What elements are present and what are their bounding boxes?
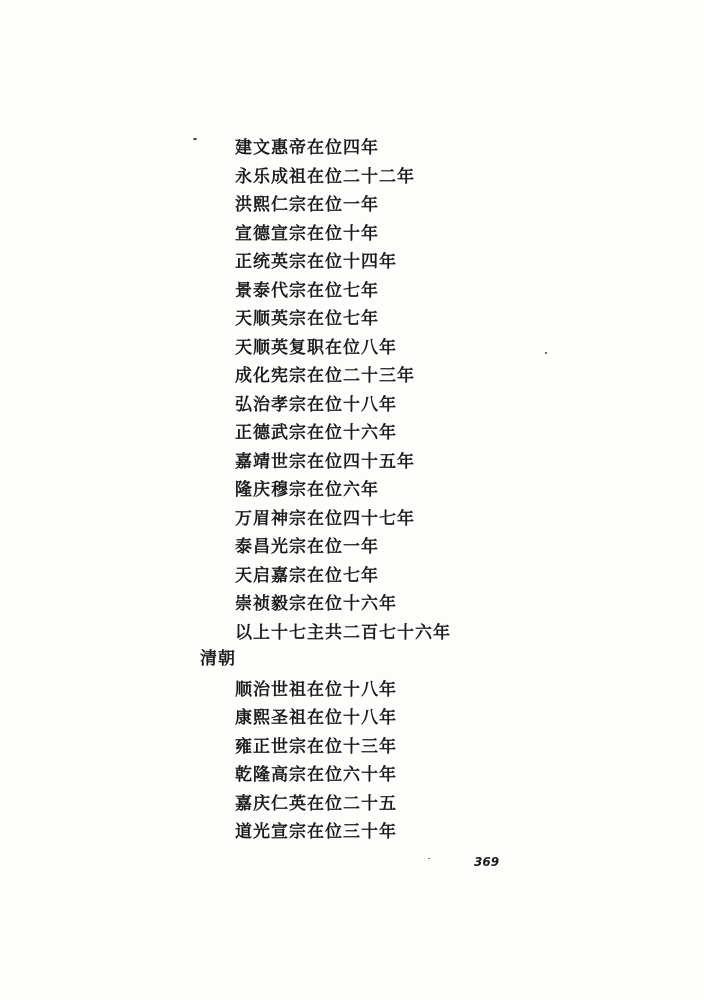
reign-entry-xuande: 宣德宣宗在位十年: [235, 224, 379, 244]
reign-entry-yongzheng: 雍正世宗在位十三年: [235, 737, 397, 757]
reign-entry-wanli: 万眉神宗在位四十七年: [235, 509, 415, 529]
reign-entry-jianwen: 建文惠帝在位四年: [235, 138, 379, 158]
reign-entry-hongxi: 洪熙仁宗在位一年: [235, 195, 379, 215]
scan-speck: [428, 858, 430, 859]
reign-entry-longqing: 隆庆穆宗在位六年: [235, 480, 379, 500]
reign-entry-qianlong: 乾隆高宗在位六十年: [235, 765, 397, 785]
reign-entry-zhengtong: 正统英宗在位十四年: [235, 252, 397, 272]
reign-entry-tianqi: 天启嘉宗在位七年: [235, 566, 379, 586]
reign-entry-shunzhi: 顺治世祖在位十八年: [235, 680, 397, 700]
reign-entry-jingtai: 景泰代宗在位七年: [235, 281, 379, 301]
reign-entry-daoguang: 道光宣宗在位三十年: [235, 822, 397, 842]
ming-summary: 以上十七主共二百七十六年: [235, 623, 451, 643]
reign-entry-yongle: 永乐成祖在位二十二年: [235, 167, 415, 187]
reign-entry-taichang: 泰昌光宗在位一年: [235, 537, 379, 557]
reign-entry-kangxi: 康熙圣祖在位十八年: [235, 708, 397, 728]
reign-entry-tianshun-restored: 天顺英复职在位八年: [235, 338, 397, 358]
scan-speck: [193, 138, 197, 140]
qing-heading: 清朝: [200, 649, 236, 669]
reign-entry-chenghua: 成化宪宗在位二十三年: [235, 366, 415, 386]
scan-speck: [545, 352, 547, 354]
reign-entry-chongzhen: 崇祯毅宗在位十六年: [235, 594, 397, 614]
reign-entry-tianshun: 天顺英宗在位七年: [235, 309, 379, 329]
reign-entry-zhengde: 正德武宗在位十六年: [235, 423, 397, 443]
reign-entry-jiaqing: 嘉庆仁英在位二十五: [235, 794, 397, 814]
reign-entry-hongzhi: 弘治孝宗在位十八年: [235, 395, 397, 415]
page-number: 369: [474, 855, 500, 869]
reign-entry-jiajing: 嘉靖世宗在位四十五年: [235, 452, 415, 472]
